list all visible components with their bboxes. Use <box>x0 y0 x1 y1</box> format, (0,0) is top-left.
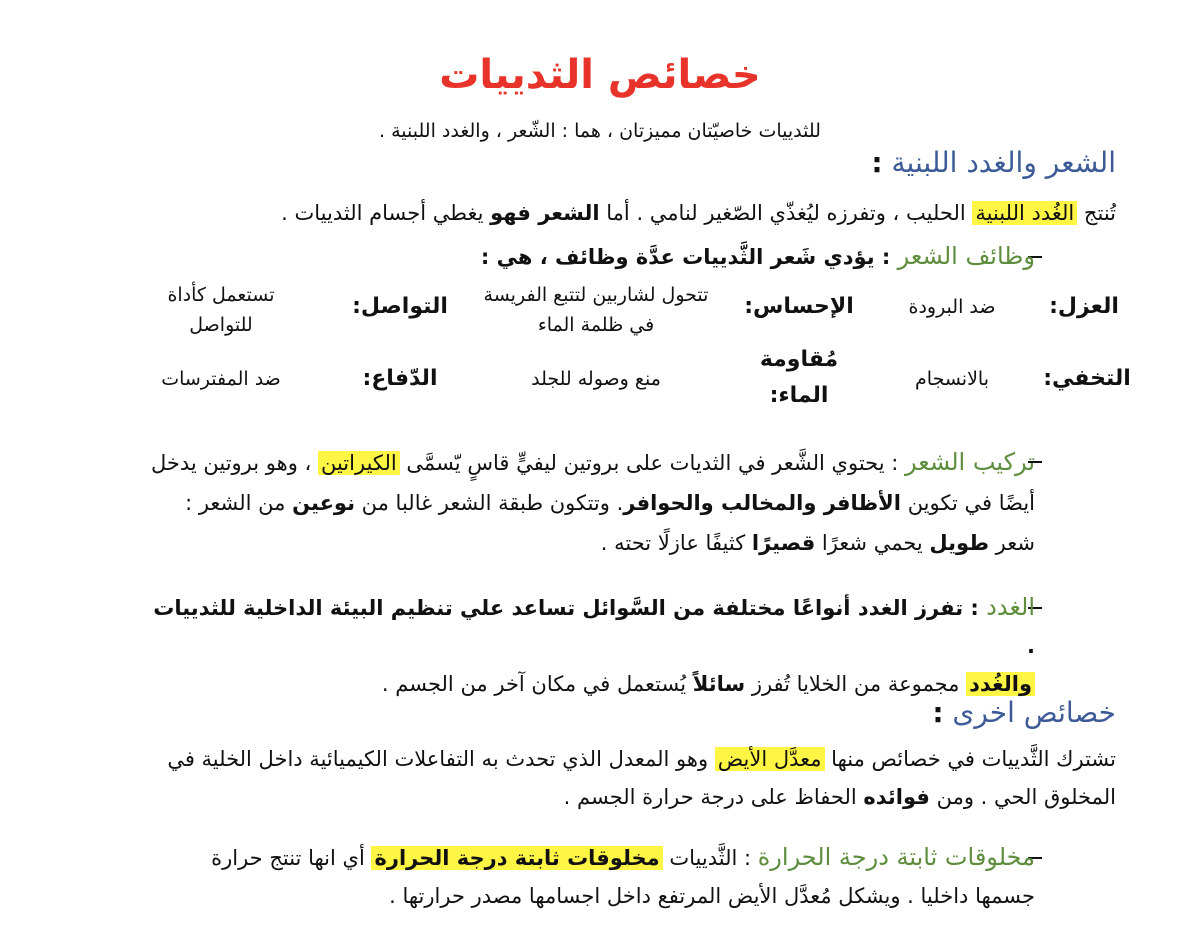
label-sensation: الإحساس: <box>744 294 854 319</box>
hair-functions-text: : يؤدي شَعر الثَّدييات عدَّة وظائف ، هي : <box>480 245 898 269</box>
hair-structure-text-2: ، وهو بروتين يدخل أيضًا في تكوين <box>150 451 1035 515</box>
hair-structure-heading: تركيب الشعر <box>905 448 1035 476</box>
label-water-resistance: مُقاومة الماء: <box>759 347 839 408</box>
metabolism-paragraph <box>106 740 1116 816</box>
metabolism-text-3: الحفاظ على درجة حرارة الجسم . <box>563 785 864 809</box>
glands-heading: الغدد <box>986 593 1035 621</box>
value-communication: تستعمل كأداة للتواصل <box>167 284 275 336</box>
heading-colon: : <box>871 146 883 179</box>
highlight-constant-temp: مخلوقات ثابتة درجة الحرارة <box>371 846 662 870</box>
bold-fahuwa: فهو <box>490 201 539 225</box>
bold-long: طويل <box>929 531 989 555</box>
bold-short: قصيرًا <box>751 531 816 555</box>
metabolism-text-1: تشترك الثَّدييات في خصائص منها <box>824 747 1116 771</box>
bold-hair: الشعر <box>538 201 600 225</box>
value-defense: ضد المفترسات <box>161 368 281 390</box>
section-heading-hair-glands <box>871 146 1116 179</box>
section-heading-other-properties <box>932 696 1116 729</box>
hair-functions-line <box>155 237 1035 276</box>
value-sensation: تتحول لشاربين لتتبع الفريسة في ظلمة الماء <box>483 284 709 336</box>
hair-functions-heading: وظائف الشعر <box>897 242 1035 270</box>
section-heading-text: الشعر والغدد اللبنية <box>891 146 1116 179</box>
intro-paragraph <box>106 194 1116 232</box>
bold-two-types: نوعين <box>292 491 355 515</box>
hair-structure-text-4: من الشعر : شعر <box>185 491 1035 555</box>
glands-paragraph <box>145 588 1035 703</box>
highlight-glands: والغُدد <box>966 672 1035 696</box>
hair-structure-text-5: يحمي شعرًا <box>815 531 930 555</box>
constant-temp-heading: مخلوقات ثابتة درجة الحرارة <box>757 843 1035 871</box>
label-defense: الدّفاع: <box>362 366 438 391</box>
highlight-mammary-glands: الغُدد اللبنية <box>972 201 1077 225</box>
label-communication: التواصل: <box>352 294 448 319</box>
value-water-resistance: منع وصوله للجلد <box>531 368 661 390</box>
heading-colon: : <box>932 696 944 729</box>
value-camouflage: بالانسجام <box>915 368 989 390</box>
intro-end: يغطي أجسام الثدييات . <box>281 201 491 225</box>
glands-text-2: مجموعة من الخلايا تُفرز <box>745 672 967 696</box>
label-camouflage: التخفي: <box>1043 366 1131 391</box>
glands-text-1: : تفرز الغدد أنواعًا مختلفة من السَّوائل تساعد علي تنظيم البيئة الداخلية للثدييات . <box>153 596 1035 658</box>
constant-temp-text-1: : الثَّدييات <box>662 846 758 870</box>
bold-benefits: فوائده <box>863 785 930 809</box>
constant-temp-text-2: أي انها تنتج حرارة جسمها داخليا . ويشكل مُعدَّل الأيض المرتفع داخل اجسامها مصدر حرارتها . <box>211 846 1035 908</box>
metabolism-text-2: وهو المعدل الذي تحدث به التفاعلات الكيميائية داخل الخلية في المخلوق الحي . ومن <box>167 747 1116 809</box>
highlight-keratin: الكيراتين <box>318 451 400 475</box>
hair-structure-text-1: : يحتوي الشَّعر في الثديات على بروتين ليفيٍّ قاسٍ يّسمَّى <box>399 451 905 475</box>
bold-nails-claws-hooves: الأظافر والمخالب والحوافر <box>623 491 902 515</box>
hair-structure-text-6: كثيفًا عازلًا تحته . <box>600 531 752 555</box>
hair-structure-text-3: . وتتكون طبقة الشعر غالبا من <box>354 491 624 515</box>
highlight-metabolic-rate: معدَّل الأيض <box>715 747 825 771</box>
value-insulation: ضد البرودة <box>908 296 996 318</box>
page-title: خصائص الثدييات <box>439 52 761 98</box>
glands-text-3: يُستعمل في مكان آخر من الجسم . <box>381 672 693 696</box>
intro-pre: تُنتج <box>1077 201 1116 225</box>
hair-structure-paragraph <box>145 442 1035 563</box>
label-insulation: العزل: <box>1049 294 1119 319</box>
bold-fluid: سائلاً <box>692 672 746 696</box>
constant-temp-paragraph <box>145 838 1035 915</box>
section-heading-text: خصائص اخرى <box>952 696 1116 729</box>
subtitle: للثدييات خاصيّتان مميزتان ، هما : الشّعر ، والغدد اللبنية . <box>379 120 821 142</box>
intro-mid: الحليب ، وتفرزه ليُغذّي الصّغير لنامي . أما <box>599 201 973 225</box>
